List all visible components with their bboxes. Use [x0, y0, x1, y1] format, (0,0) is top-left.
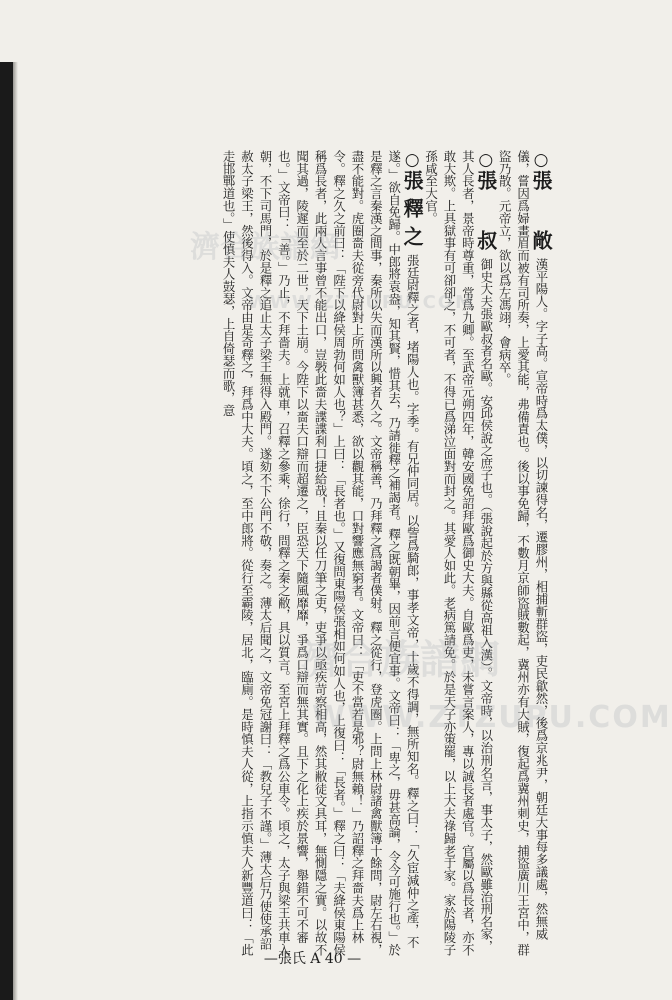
- watermark-upper-url: WWW.ZTZUPU.COM: [248, 292, 476, 313]
- entry-name: 張 叔: [473, 170, 498, 258]
- entry-text: 漢平陽人。字子高。宣帝時爲太僕，以切諫得名，遷膠州，相捕斬群盜，吏民歙然，後爲京兆尹，朝廷大事每多議處，然無威儀，嘗因爲婦畫眉而被有司所奏，上愛其能，弗備責也。後以事免歸，不數月京師盜賊數起，冀州亦有大賊，復起爲冀州刺史，捕盜廣川王宮中，群盜乃散。元帝立，欲以爲左馮翊，會病卒。: [497, 150, 549, 956]
- entry-text: 張廷尉釋之者，堵陽人也。字季。有兄仲同居。以訾爲騎郎，事孝文帝，十歲不得調，無所知名。釋之曰：「久宦減仲之產，不遂。」欲自免歸。中郎將袁盎，知其賢，惜其去，乃請徙釋之補謁者。釋之既朝畢，因前言便宜事。文帝曰：「卑之，毋甚高論，令今可施行也。」於是釋之言秦漢之間事，秦所以失而漢所以興者久之。文帝稱善，乃拜釋之爲謁者僕射。釋之從行，登虎圈。上問上林尉諸禽獸簿十餘問，尉左右視，盡不能對。虎圈嗇夫從旁代尉對上所問禽獸簿甚悉，欲以觀其能，口對響應無窮者。文帝曰：「吏不當若是邪？尉無賴！」乃詔釋之拜嗇夫爲上林令。釋之久之前曰：「陛下以絳侯周勃何如人也？」上曰：「長者也。」又復問東陽侯張相如何如人也，上復曰：「長者。」釋之曰：「夫絳侯東陽侯稱爲長者，此兩人言事曾不能出口，豈斅此嗇夫諜諜利口捷給哉！且秦以任刀筆之吏，吏爭以亟疾苛察相高，然其敝徒文具耳，無惻隱之實。以故不聞其過，陵遲而至於二世，天下土崩。今陛下以嗇夫口辯而超遷之，臣恐天下隨風靡靡，爭爲口辯而無其實。且下之化上疾於景響，舉錯不可不審也。」文帝曰：「善。」乃止，不拜嗇夫。上就車，召釋之參乘，徐行，問釋之秦之敝，具以質言。至宮上拜釋之爲公車令。頃之，太子與梁王共車入朝，不下司馬門，於是釋之追止太子梁王無得入殿門。遂劾不下公門不敬，奏之。薄太后聞之，文帝免冠謝曰：「教兒子不謹。」薄太后乃使使承詔赦太子梁王，然後得入。文帝由是奇釋之，拜爲中大夫。頃之，至中郎將。從行至霸陵，居北，臨廁。是時慎夫人從，上指示慎夫人新豐道曰：「此走邯鄲道也。」使慎夫人鼓瑟，上自倚瑟而歌，意: [221, 150, 421, 956]
- circle-icon: ○: [475, 150, 496, 170]
- watermark-upper: 濟合族譜網: [190, 230, 340, 265]
- page-footer: [0, 948, 625, 968]
- genealogy-text: [70, 150, 553, 962]
- binding-shadow: [13, 62, 18, 1000]
- entry-text: 御史大夫張歐叔者名歐。安邱侯說之庶子也。（張說起於方與縣從高祖入漢）。文帝時，以治刑名言，事太子，然歐雖治刑名家，其人長者，景帝時尊重，常爲九卿。至武帝元朔四年，韓安國免詔拜歐爲御史大夫。自歐爲吏，未嘗言案人，專以誠長者處官。官屬以爲長者，亦不敢大欺。上具獄事有可卻卻之，不可者，不得已爲涕泣面對而封之。其愛人如此。老病篤請免。於是天子亦策罷，以上大夫祿歸老于家。家於陽陵子孫咸至大官。: [423, 150, 494, 956]
- circle-icon: ○: [402, 150, 423, 170]
- circle-icon: ○: [531, 150, 551, 170]
- page-number: —張氏 A 40 —: [263, 951, 362, 967]
- watermark-lower: 濟合族譜網: [300, 637, 500, 683]
- entry-zhang-shu: [421, 150, 498, 962]
- entry-name: 張釋之: [400, 170, 425, 254]
- entry-zhang-chang: [495, 150, 553, 962]
- entry-name: 張 敞: [529, 170, 553, 258]
- binding-edge: [0, 62, 13, 1000]
- watermark-lower-url: WWW.ZTZUPU.COM: [312, 700, 672, 735]
- entry-zhang-shizhi: [219, 150, 425, 962]
